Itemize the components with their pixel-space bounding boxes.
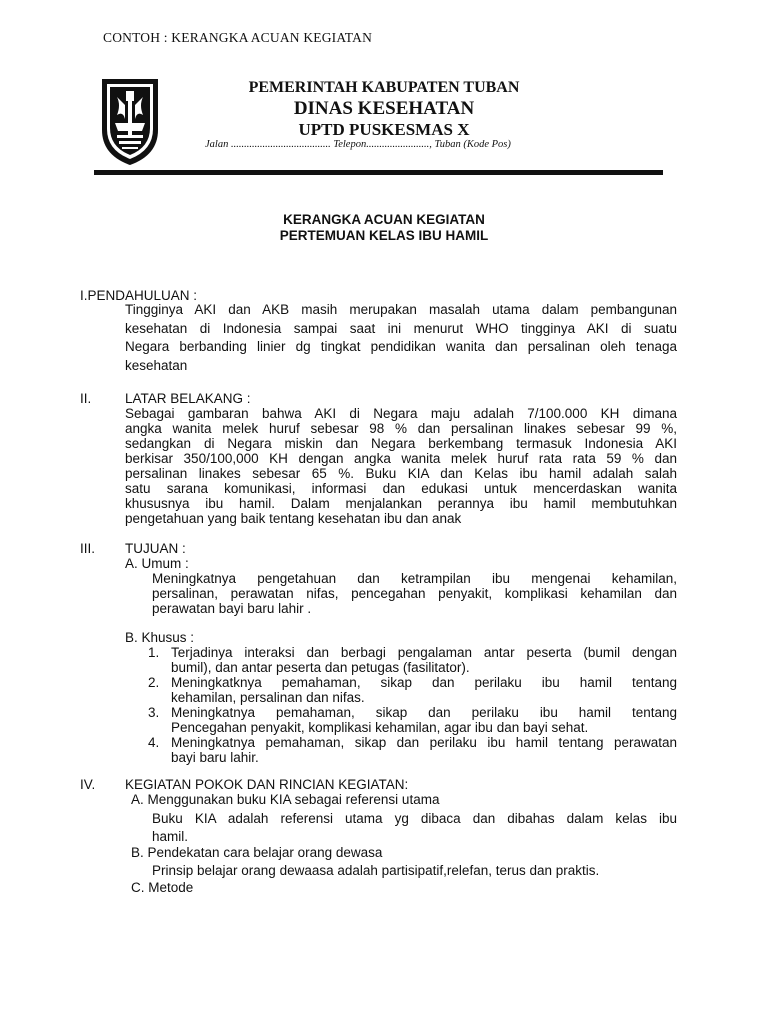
- section-heading-pendahuluan: I.PENDAHULUAN :: [80, 288, 198, 303]
- paragraph-line: pengetahuan yang baik tentang kesehatan ibu dan anak: [125, 511, 462, 526]
- paragraph-line: Meningkatnya pengetahuan dan ketrampilan ibu mengenai kehamilan,: [152, 571, 677, 586]
- paragraph-line: Negara berbanding linier dg tingkat pendidikan wanita dan persalinan oleh tenaga: [125, 339, 677, 354]
- list-item-line: Meningkatknya pemahaman, sikap dan perilaku ibu hamil tentang: [171, 675, 677, 690]
- paragraph-line: Buku KIA adalah referensi utama yg dibaca dan dibahas dalam kelas ibu: [152, 811, 677, 826]
- paragraph-line: Tingginya AKI dan AKB masih merupakan masalah utama dalam pembangunan: [125, 302, 677, 317]
- list-item-line: bayi baru lahir.: [171, 750, 259, 765]
- letterhead-address: Jalan ...................................... Telepon........................, Tuban (Kode Pos): [205, 139, 511, 150]
- subsection-umum-label: A. Umum :: [125, 556, 189, 571]
- subsection-label: A. Menggunakan buku KIA sebagai referensi utama: [131, 792, 440, 807]
- list-item-line: Pencegahan penyakit, komplikasi kehamilan, agar ibu dan bayi sehat.: [171, 720, 589, 735]
- paragraph-line: perawatan bayi baru lahir .: [152, 601, 312, 616]
- section-number: III.: [80, 541, 96, 556]
- section-heading-latar-belakang: LATAR BELAKANG :: [125, 391, 251, 406]
- list-item-line: Terjadinya interaksi dan berbagi pengalaman antar peserta (bumil dengan: [171, 645, 677, 660]
- paragraph-line: berkisar 350/100,000 KH dengan angka wanita melek huruf rata rata 59 % dan: [125, 451, 677, 466]
- paragraph-line: hamil.: [152, 829, 189, 844]
- section-number: II.: [80, 391, 92, 406]
- letterhead-divider: [94, 170, 663, 175]
- list-item-number: 1.: [148, 645, 160, 660]
- subsection-label: C. Metode: [131, 880, 194, 895]
- paragraph-line: khususnya ibu hamil. Dalam menjalankan perannya ibu hamil membutuhkan: [125, 496, 677, 511]
- paragraph-line: Sebagai gambaran bahwa AKI di Negara maju adalah 7/100.000 KH dimana: [125, 406, 677, 421]
- list-item-line: bumil), dan antar peserta dan petugas (fasilitator).: [171, 660, 470, 675]
- paragraph-line: kesehatan: [125, 358, 188, 373]
- document-subtitle: PERTEMUAN KELAS IBU HAMIL: [279, 228, 489, 243]
- list-item-number: 2.: [148, 675, 160, 690]
- list-item-line: kehamilan, persalinan dan nifas.: [171, 690, 365, 705]
- paragraph-line: Prinsip belajar orang dewaasa adalah partisipatif,relefan, terus dan praktis.: [152, 863, 600, 878]
- paragraph-line: persalinan, perawatan nifas, pencegahan penyakit, komplikasi kehamilan dan: [152, 586, 677, 601]
- section-number: IV.: [80, 777, 96, 792]
- list-item-line: Meningkatnya pemahaman, sikap dan perilaku ibu hamil tentang: [171, 705, 677, 720]
- list-item-number: 4.: [148, 735, 160, 750]
- paragraph-line: sedangkan di Negara miskin dan Negara berkembang termasuk Indonesia AKI: [125, 436, 677, 451]
- paragraph-line: satu sarana komunikasi, informasi dan edukasi untuk mencerdaskan wanita: [125, 481, 677, 496]
- document-title: KERANGKA ACUAN KEGIATAN: [283, 212, 485, 227]
- letterhead-department: DINAS KESEHATAN: [293, 98, 475, 119]
- subsection-label: B. Pendekatan cara belajar orang dewasa: [131, 845, 383, 860]
- paragraph-line: persalinan linakes sebesar 65 %. Buku KIA dan Kelas ibu hamil adalah salah: [125, 466, 677, 481]
- paragraph-line: angka wanita melek huruf sebesar 98 % dan persalinan linakes sebesar 99 %,: [125, 421, 677, 436]
- subsection-khusus-label: B. Khusus :: [125, 630, 195, 645]
- letterhead-government: PEMERINTAH KABUPATEN TUBAN: [248, 79, 520, 96]
- section-heading-kegiatan: KEGIATAN POKOK DAN RINCIAN KEGIATAN:: [125, 777, 409, 792]
- paragraph-line: kesehatan di Indonesia sampai saat ini menurut WHO tingginya AKI di suatu: [125, 321, 677, 336]
- letterhead-unit: UPTD PUSKESMAS X: [298, 120, 470, 139]
- list-item-number: 3.: [148, 705, 160, 720]
- document-caption: CONTOH : KERANGKA ACUAN KEGIATAN: [103, 30, 373, 45]
- list-item-line: Meningkatnya pemahaman, sikap dan perilaku ibu hamil tentang perawatan: [171, 735, 677, 750]
- section-heading-tujuan: TUJUAN :: [125, 541, 186, 556]
